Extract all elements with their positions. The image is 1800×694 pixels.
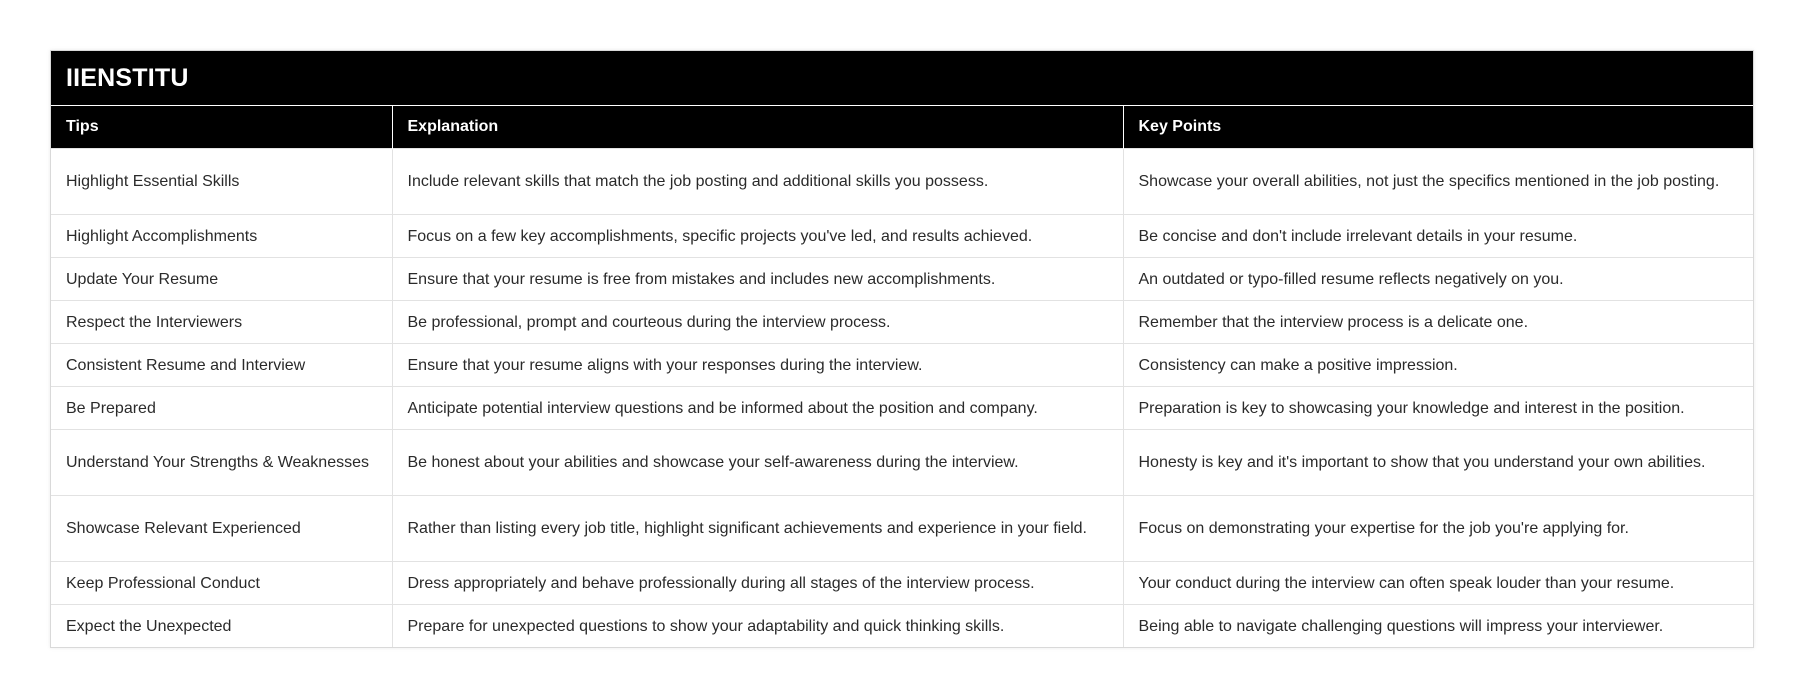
- key-point-cell: Your conduct during the interview can often speak louder than your resume.: [1123, 562, 1753, 605]
- table-row: [51, 562, 1753, 605]
- explanation-cell: Be professional, prompt and courteous during the interview process.: [392, 301, 1123, 344]
- table-title: IIENSTITU: [51, 51, 1753, 105]
- explanation-cell: Prepare for unexpected questions to show your adaptability and quick thinking skills.: [392, 605, 1123, 648]
- tip-cell: Understand Your Strengths & Weaknesses: [51, 430, 392, 496]
- header-explanation: Explanation: [392, 106, 1123, 149]
- key-point-cell: Showcase your overall abilities, not just the specifics mentioned in the job posting.: [1123, 149, 1753, 215]
- tip-cell: Update Your Resume: [51, 258, 392, 301]
- explanation-cell: Be honest about your abilities and showcase your self-awareness during the interview.: [392, 430, 1123, 496]
- tip-cell: Consistent Resume and Interview: [51, 344, 392, 387]
- key-point-cell: Honesty is key and it's important to show that you understand your own abilities.: [1123, 430, 1753, 496]
- tip-cell: Keep Professional Conduct: [51, 562, 392, 605]
- tip-cell: Showcase Relevant Experienced: [51, 496, 392, 562]
- header-tips: Tips: [51, 106, 392, 149]
- key-point-cell: An outdated or typo-filled resume reflects negatively on you.: [1123, 258, 1753, 301]
- table-row: [51, 149, 1753, 215]
- tip-cell: Respect the Interviewers: [51, 301, 392, 344]
- tip-cell: Expect the Unexpected: [51, 605, 392, 648]
- key-point-cell: Consistency can make a positive impression.: [1123, 344, 1753, 387]
- explanation-cell: Ensure that your resume aligns with your responses during the interview.: [392, 344, 1123, 387]
- table-row: [51, 430, 1753, 496]
- tip-cell: Highlight Accomplishments: [51, 215, 392, 258]
- explanation-cell: Ensure that your resume is free from mistakes and includes new accomplishments.: [392, 258, 1123, 301]
- header-row: [51, 106, 1753, 149]
- explanation-cell: Rather than listing every job title, highlight significant achievements and experience in your field.: [392, 496, 1123, 562]
- header-key-points: Key Points: [1123, 106, 1753, 149]
- key-point-cell: Preparation is key to showcasing your knowledge and interest in the position.: [1123, 387, 1753, 430]
- tips-table: [51, 105, 1753, 647]
- key-point-cell: Be concise and don't include irrelevant details in your resume.: [1123, 215, 1753, 258]
- explanation-cell: Include relevant skills that match the job posting and additional skills you possess.: [392, 149, 1123, 215]
- tip-cell: Be Prepared: [51, 387, 392, 430]
- explanation-cell: Anticipate potential interview questions and be informed about the position and company.: [392, 387, 1123, 430]
- explanation-cell: Focus on a few key accomplishments, specific projects you've led, and results achieved.: [392, 215, 1123, 258]
- tips-table-container: [50, 50, 1754, 648]
- tip-cell: Highlight Essential Skills: [51, 149, 392, 215]
- table-row: [51, 387, 1753, 430]
- key-point-cell: Focus on demonstrating your expertise for the job you're applying for.: [1123, 496, 1753, 562]
- table-row: [51, 496, 1753, 562]
- table-row: [51, 605, 1753, 648]
- table-row: [51, 215, 1753, 258]
- table-row: [51, 344, 1753, 387]
- key-point-cell: Being able to navigate challenging questions will impress your interviewer.: [1123, 605, 1753, 648]
- key-point-cell: Remember that the interview process is a delicate one.: [1123, 301, 1753, 344]
- explanation-cell: Dress appropriately and behave professionally during all stages of the interview process.: [392, 562, 1123, 605]
- table-row: [51, 258, 1753, 301]
- table-row: [51, 301, 1753, 344]
